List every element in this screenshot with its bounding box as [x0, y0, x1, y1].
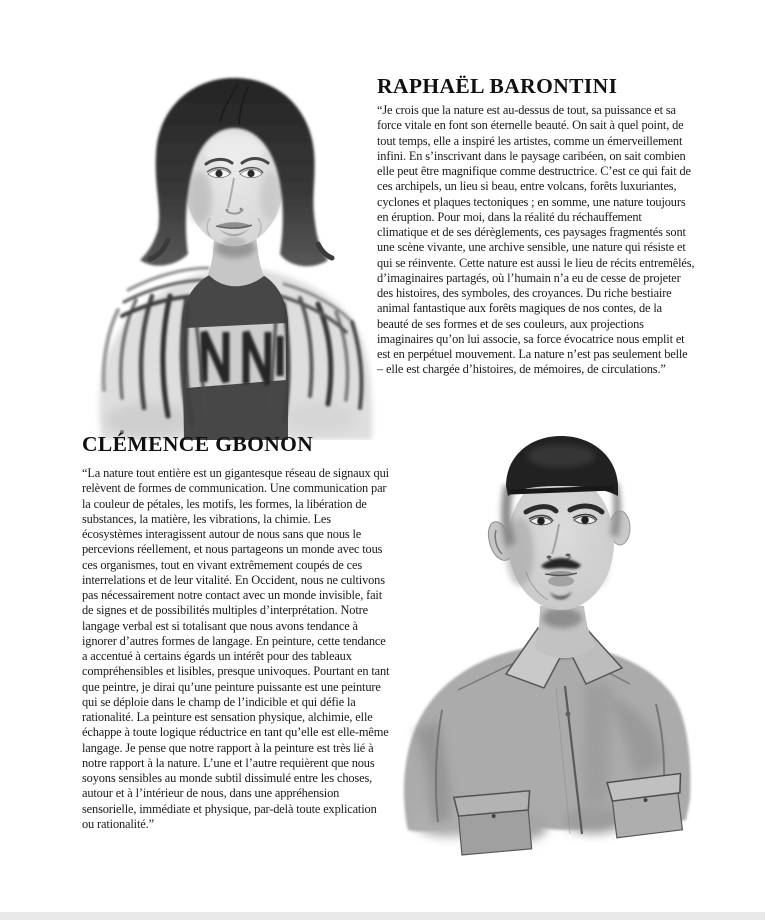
quote-clemence-gbonon: “La nature tout entière est un gigantesque réseau de signaux qui relèvent de formes de communication. Une communication par la couleur de pétales, les motifs, les formes, la libération de substances, la matière, les vibrations, la chimie. Les écosystèmes interagissent autour de nous sans que nous le percevions réellement, et nous partageons un monde avec tous ces organismes, tout en vivant extrêmement coupés de ces interrelations et de leur vitalité. En Occident, nous ne cultivons pas nécessairement notre contact avec un monde invisible, fait de signes et de possibilités multiples d’interprétation. Notre langage verbal est si totalisant que nous avons tendance à ignorer d’autres formes de langage. En peinture, cette tendance a accentué à certains égards un intérêt pour des tableaux compréhensibles et lisibles, presque univoques. Pourtant en tant que peintre, je dirai qu’une peinture puissante est une peinture qui se déploie dans le champ de l’indicible et qui défie la rationalité. La peinture est sensation physique, alchimie, elle échappe à toute logique réductrice en tant qu’elle est elle-même langage. Je pense que notre rapport à la peinture est très lié à notre rapport à la nature. L’une et l’autre requièrent que nous soyons sensibles au monde subtil dissimulé entre les choses, autour et à l’intérieur de nous, dans une appréhension sensorielle, immédiate et physique, par-delà toute explication ou rationalité.” — [82, 466, 390, 831]
right-chest-pocket — [607, 774, 687, 839]
face — [506, 474, 614, 610]
portrait-clemence-gbonon — [88, 58, 380, 440]
heading-clemence-gbonon: CLÉMENCE GBONON — [82, 432, 314, 456]
tee-shirt — [182, 268, 289, 440]
watercolor-portrait-woman-icon — [88, 58, 380, 440]
watercolor-portrait-man-icon — [398, 422, 698, 880]
chin-shadow — [222, 237, 246, 247]
neck — [534, 606, 596, 658]
quote-raphael-barontini: “Je crois que la nature est au-dessus de tout, sa puissance et sa force vitale en font son éternelle beauté. On sait à quel point, de tout temps, elle a inspiré les artistes, comme un émerveillement infini. En s’inscrivant dans le paysage caribéen, on sait combien elle peut être magnifique comme destructrice. C’est ce qui fait de ces archipels, un lieu si beau, entre volcans, forêts luxuriantes, cyclones et plaques tectoniques ; en somme, une nature toujours en éruption. Pour moi, dans la réalité du réchauffement climatique et de ses dérèglements, ces paysages fragmentés sont une scène vivante, une archive sensible, une nature qui résiste et qui se réinvente. Cette nature est aussi le lieu de récits entremêlés, d’imaginaires partagés, où l’humain n’a eu de cesse de projeter des histoires, des symboles, des croyances. Du riche bestiaire animal fantastique aux forêts magiques de nos contes, de la beauté de ses formes et de ses couleurs, aux projections imaginaires qu’on lui associe, sa force évocatrice nous emplit et est en perpétuel mouvement. La nature n’est pas seulement belle – elle est chargée d’histoires, de mémoires, de circulations.” — [377, 103, 695, 377]
page-bottom-strip — [0, 912, 765, 920]
shirt-button — [566, 712, 571, 717]
left-chest-pocket — [454, 791, 535, 855]
portrait-raphael-barontini — [398, 422, 698, 880]
heading-raphael-barontini: RAPHAËL BARONTINI — [377, 74, 618, 98]
